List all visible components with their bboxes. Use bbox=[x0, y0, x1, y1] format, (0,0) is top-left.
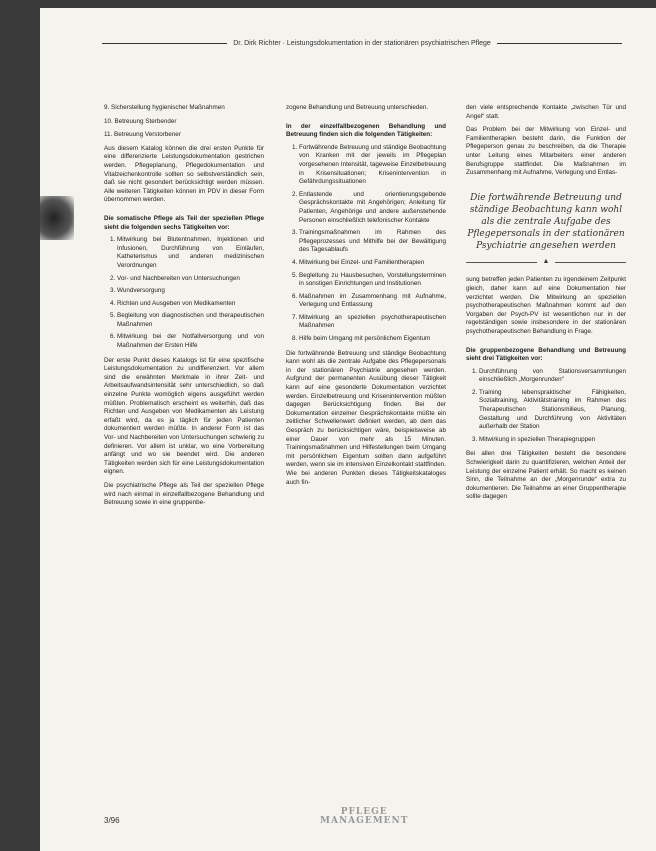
section-heading-somatic: Die somatische Pflege als Teil der speziellen Pflege sieht die folgenden sechs Tätigkeiten vor: bbox=[104, 214, 264, 231]
triangle-icon: ▲ bbox=[542, 257, 550, 265]
magazine-logo bbox=[320, 808, 408, 826]
thumb-shadow bbox=[40, 196, 74, 240]
list-item: 5. Begleitung von diagnostischen und therapeutischen Maßnahmen bbox=[117, 312, 264, 329]
page-number: 3/96 bbox=[104, 816, 120, 825]
column-left bbox=[104, 104, 264, 513]
list-item: 7. Mitwirkung an speziellen psychotherapeutischen Maßnahmen bbox=[299, 314, 446, 331]
list-item: 6. Mitwirkung bei der Notfallversorgung und von Maßnahmen der Ersten Hilfe bbox=[117, 333, 264, 350]
list-item: 5. Begleitung zu Hausbesuchen, Vorstellungsterminen in sonstigen Einrichtungen und Institutionen bbox=[299, 272, 446, 289]
paragraph: Der erste Punkt dieses Katalogs ist für eine spezifische Leistungsdokumentation zu undifferenziert. Vor allem sind die erwähnten Merkmale in ihrer Zeit- und Arbeitsaufwandsintensität sehr unterschiedlich, so daß einzelne Punkte womöglich eigens ausgeführt werden müßten. Problematisch erscheint es weiterhin, daß das Richten und Ausgeben von Medikamenten als Leistung erfaßt wird, da es ja täglich für jeden Patienten dokumentiert werden müßte. In anderer Form ist das Vor- und Nachbereiten von Untersuchungen schwierig zu definieren. Vor allem ist unklar, wo eine Vorbereitung anfängt und wo sie beendet wird. Die anderen Tätigkeiten werden sich für eine Leistungsdokumentation eignen. bbox=[104, 356, 264, 476]
list-item: 2. Entlastende und orientierungsgebende Gesprächskontakte mit Angehörigen; Anleitung für Patienten, Angehörige und andere außenstehende Personen einschließlich telefonischer Kontakte bbox=[299, 191, 446, 225]
column-middle bbox=[286, 104, 446, 492]
quote-rule-right bbox=[555, 262, 626, 263]
list-item: 8. Hilfe beim Umgang mit persönlichem Eigentum bbox=[299, 335, 446, 344]
list-item: 3. Trainingsmaßnahmen im Rahmen des Pflegeprozesses und Mithilfe bei der Bewältigung des Tagesablaufs bbox=[299, 229, 446, 255]
somatic-list bbox=[104, 236, 264, 351]
list-item: 1. Durchführung von Stationsversammlungen einschließlich „Morgenrunden“ bbox=[479, 368, 626, 385]
list-item: 1. Fortwährende Betreuung und ständige Beobachtung von Kranken mit der jeweils im Pflegeplan vorgesehenen Intensität, tageweise Einzelbetreuung in Krisensituationen; Krisenintervention in Gefährdungssituationen bbox=[299, 144, 446, 187]
paragraph: Die psychiatrische Pflege als Teil der speziellen Pflege wird nach einmal in einzelfallbezogene Behandlung und Betreuung sowie in eine gruppenbe- bbox=[104, 481, 264, 507]
paragraph: Die fortwährende Betreuung und ständige Beobachtung kann wohl als die zentrale Aufgabe des Pflegepersonals in der stationären Psychiatrie angesehen werden. Aufgrund der permanenten Ausübung dieser Tätigkeit kann auf eine gesonderte Dokumentation verzichtet werden. Einzelbetreuung und Krisenintervention müßten dagegen Berücksichtigung finden. Bei der Dokumentation einzelner Gesprächskontakte müßte ein zeitlicher Schwellenwert definiert werden, ab dem das Gespräch zu berücksichtigen wäre, beispielsweise ab einer Dauer von mehr als 15 Minuten. Trainingsmaßnahmen und Hilfestellungen beim Umgang mit persönlichem Eigentum sollten dann aufgeführt werden, wenn sie im intensiven Einzelkontakt stattfinden. Wie bei anderen Punkten dieses Tätigkeitskataloges auch fin- bbox=[286, 349, 446, 486]
section-heading-individual: In der einzelfallbezogenen Behandlung und Betreuung finden sich die folgenden Tätigkeiten: bbox=[286, 122, 446, 139]
list-item: 2. Vor- und Nachbereiten von Untersuchungen bbox=[117, 275, 264, 284]
paragraph: Bei allen drei Tätigkeiten besteht die besondere Schwierigkeit darin zu quantifizieren, welchen Anteil der Leistung der einzelne Patient erhält. So macht es keinen Sinn, die Teilnahme an der „Morgenrunde“ extra zu dokumentieren. Die Teilnahme an einer Gruppentherapie sollte dagegen bbox=[466, 450, 626, 501]
quote-rule-left bbox=[466, 262, 537, 263]
paragraph: den viele entsprechende Kontakte „zwischen Tür und Angel“ statt. bbox=[466, 104, 626, 120]
header-rule-right bbox=[497, 43, 622, 44]
logo-line-2: MANAGEMENT bbox=[320, 816, 409, 826]
running-title: Dr. Dirk Richter · Leistungsdokumentation in der stationären psychiatrischen Pflege bbox=[233, 40, 491, 47]
list-item: 11. Betreuung Verstorbener bbox=[104, 131, 181, 139]
list-item: 4. Richten und Ausgeben von Medikamenten bbox=[117, 300, 264, 309]
list-items-9-11 bbox=[104, 104, 264, 140]
list-item: 4. Mitwirkung bei Einzel- und Familientherapien bbox=[299, 259, 446, 268]
logo-line-1: PFLEGE bbox=[340, 807, 388, 817]
paragraph: Das Problem bei der Mitwirkung von Einzel- und Familientherapien besteht darin, die Funktion der Pflegeperson genau zu beschreiben, da die Therapie unter Leitung eines Mitarbeiters einer anderen Berufsgruppe stattfindet. Die Maßnahmen im Zusammenhang mit Aufnahme, Verlegung und Entlas- bbox=[466, 126, 626, 177]
list-item: 9. Sicherstellung hygienischer Maßnahmen bbox=[104, 104, 225, 111]
list-item: 3. Mitwirkung in speziellen Therapiegruppen bbox=[479, 436, 626, 445]
individual-list bbox=[286, 144, 446, 344]
column-right bbox=[466, 104, 626, 507]
list-item: 3. Wundversorgung bbox=[117, 287, 264, 296]
list-item: 1. Mitwirkung bei Blutentnahmen, Injektionen und Infusionen, Durchführung von Einläufen, Katheterismus und anderen medizinischen Verordnungen bbox=[117, 236, 264, 270]
header-rule-left bbox=[102, 43, 227, 44]
paragraph: sung betreffen jeden Patienten zu irgendeinem Zeitpunkt gleich, daher kann auf eine Dokumentation hier verzichtet werden. Die Mitwirkung an speziellen psychotherapeutischen Maßnahmen kommt auf den Vorgaben der Psych-PV ist wesentlichen nur in der regelständigen sowie insbesondere in der stationären psychotherapeutischen Behandlung in Frage. bbox=[466, 276, 626, 335]
running-header bbox=[102, 40, 622, 47]
group-list bbox=[466, 368, 626, 445]
paragraph: Aus diesem Katalog können die drei ersten Punkte für eine differenzierte Leistungsdokumentation gestrichen werden. Pflegeplanung, Pflegedokumentation und Vitalzeichenkontrolle sollten so selbstverständlich sein, daß sie nicht gesondert berücksichtigt werden müssen. Alle weiteren Tätigkeiten können im PDV in dieser Form übernommen werden. bbox=[104, 144, 264, 204]
paragraph: zogene Behandlung und Betreuung unterschieden. bbox=[286, 104, 429, 111]
list-item: 10. Betreuung Sterbender bbox=[104, 117, 177, 125]
list-item: 2. Training lebenspraktischer Fähigkeiten, Sozialtraining, Aktivitätstraining im Rahmen des Therapeutischen Stationsmilieus, Planung, Gestaltung und Durchführung von Aktivitäten außerhalb der Station bbox=[479, 389, 626, 432]
list-item: 6. Maßnahmen im Zusammenhang mit Aufnahme, Verlegung und Entlassung bbox=[299, 293, 446, 310]
pull-quote-rule bbox=[466, 258, 626, 267]
section-heading-group: Die gruppenbezogene Behandlung und Betreuung sieht drei Tätigkeiten vor: bbox=[466, 346, 626, 363]
pull-quote: Die fortwährende Betreuung und ständige Beobachtung kann wohl als die zentrale Aufgabe des Pflegepersonals in der stationären Psychiatrie angesehen werden bbox=[467, 192, 625, 251]
